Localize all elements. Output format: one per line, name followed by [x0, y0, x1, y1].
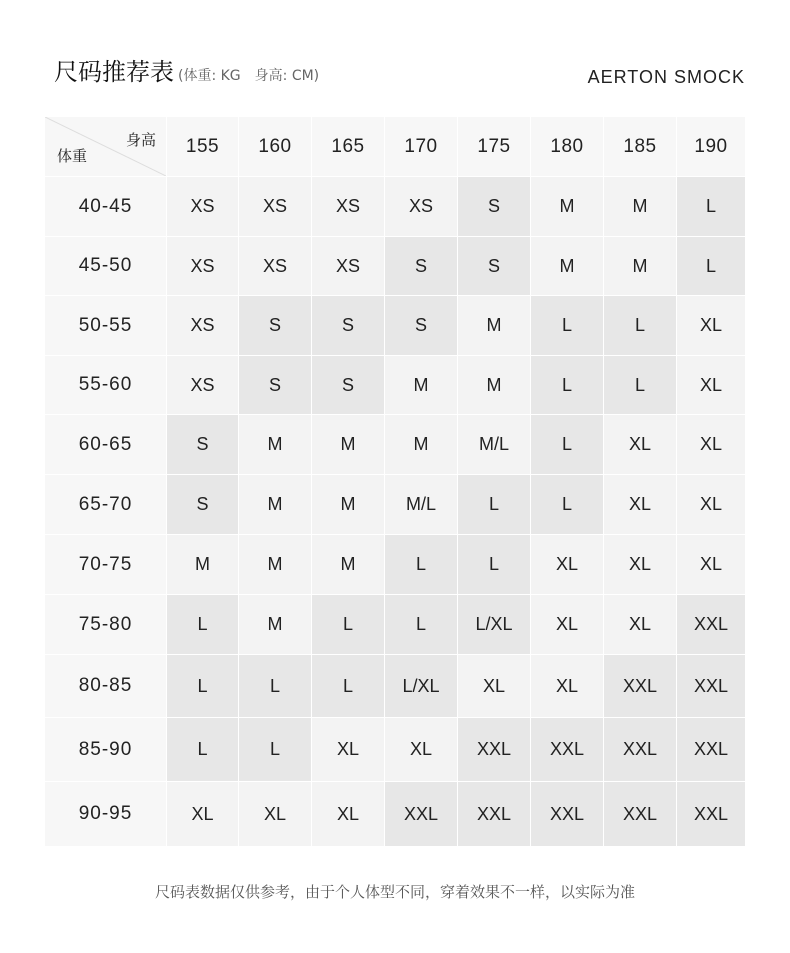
weight-header-cell: 75-80 [45, 595, 167, 655]
size-cell: M [312, 475, 385, 535]
size-cell: XL [677, 296, 746, 356]
weight-axis-label: 体重 [57, 147, 88, 165]
size-cell: L [312, 595, 385, 655]
size-cell: XL [531, 595, 604, 655]
size-cell: L [167, 718, 239, 782]
size-cell: L [239, 655, 312, 718]
size-cell: XXL [531, 718, 604, 782]
size-cell: M [385, 356, 458, 415]
size-cell: M [458, 296, 531, 356]
size-cell: L [167, 655, 239, 718]
size-cell: L [531, 475, 604, 535]
height-header-cell: 160 [239, 117, 312, 177]
size-cell: L [385, 535, 458, 595]
size-cell: S [239, 356, 312, 415]
size-cell: M [312, 535, 385, 595]
size-cell: S [385, 296, 458, 356]
size-cell: XS [312, 177, 385, 237]
table-row [45, 296, 746, 356]
size-cell: XL [677, 535, 746, 595]
table-row [45, 535, 746, 595]
size-cell: M/L [458, 415, 531, 475]
size-cell: XL [604, 475, 677, 535]
size-cell: XL [677, 475, 746, 535]
weight-header-cell: 40-45 [45, 177, 167, 237]
size-cell: M [531, 237, 604, 296]
size-cell: S [312, 296, 385, 356]
table-row [45, 177, 746, 237]
size-cell: XXL [458, 718, 531, 782]
title-main: 尺码推荐表 [54, 58, 174, 86]
table-row [45, 782, 746, 847]
size-cell: S [167, 415, 239, 475]
size-cell: XXL [604, 718, 677, 782]
height-header-cell: 180 [531, 117, 604, 177]
weight-header-cell: 90-95 [45, 782, 167, 847]
table-row [45, 237, 746, 296]
size-cell: M [167, 535, 239, 595]
size-cell: L [604, 296, 677, 356]
size-cell: XXL [385, 782, 458, 847]
size-cell: XXL [604, 655, 677, 718]
header-row [45, 117, 746, 177]
size-chart-table [44, 116, 746, 847]
size-cell: XL [531, 655, 604, 718]
size-cell: XS [167, 237, 239, 296]
table-row [45, 415, 746, 475]
weight-header-cell: 60-65 [45, 415, 167, 475]
size-cell: XS [167, 177, 239, 237]
height-header-cell: 185 [604, 117, 677, 177]
size-cell: XL [604, 415, 677, 475]
weight-header-cell: 55-60 [45, 356, 167, 415]
size-cell: S [385, 237, 458, 296]
size-cell: XXL [677, 595, 746, 655]
size-cell: M [239, 475, 312, 535]
size-cell: L [531, 356, 604, 415]
height-header-cell: 170 [385, 117, 458, 177]
size-cell: XL [531, 535, 604, 595]
size-cell: XS [239, 237, 312, 296]
table-row [45, 655, 746, 718]
size-cell: L [458, 535, 531, 595]
weight-header-cell: 80-85 [45, 655, 167, 718]
table-row [45, 475, 746, 535]
table-row [45, 718, 746, 782]
size-cell: XL [458, 655, 531, 718]
weight-header-cell: 50-55 [45, 296, 167, 356]
size-cell: L/XL [385, 655, 458, 718]
size-cell: L [604, 356, 677, 415]
footnote: 尺码表数据仅供参考，由于个人体型不同，穿着效果不一样，以实际为准 [154, 883, 635, 901]
size-cell: M [604, 177, 677, 237]
size-cell: XL [239, 782, 312, 847]
size-cell: L [531, 415, 604, 475]
brand-name: AERTON SMOCK [587, 67, 745, 87]
size-cell: M [239, 595, 312, 655]
size-cell: L [458, 475, 531, 535]
size-cell: XL [604, 595, 677, 655]
size-cell: L [167, 595, 239, 655]
size-cell: XL [604, 535, 677, 595]
height-header-cell: 155 [167, 117, 239, 177]
size-cell: XS [167, 296, 239, 356]
table-row [45, 356, 746, 415]
size-cell: L [677, 177, 746, 237]
size-cell: XL [312, 782, 385, 847]
size-cell: S [167, 475, 239, 535]
size-cell: M/L [385, 475, 458, 535]
size-cell: M [239, 535, 312, 595]
size-cell: XXL [531, 782, 604, 847]
weight-header-cell: 70-75 [45, 535, 167, 595]
size-cell: XL [677, 415, 746, 475]
size-cell: XL [312, 718, 385, 782]
size-cell: M [604, 237, 677, 296]
size-cell: M [239, 415, 312, 475]
height-header-cell: 175 [458, 117, 531, 177]
size-cell: XXL [604, 782, 677, 847]
table-row [45, 595, 746, 655]
size-cell: L [312, 655, 385, 718]
size-cell: XS [167, 356, 239, 415]
size-cell: M [531, 177, 604, 237]
page-title [54, 52, 319, 87]
size-cell: S [312, 356, 385, 415]
size-cell: XL [385, 718, 458, 782]
size-cell: XS [385, 177, 458, 237]
size-cell: XXL [677, 655, 746, 718]
height-header-cell: 190 [677, 117, 746, 177]
height-header-cell: 165 [312, 117, 385, 177]
weight-header-cell: 85-90 [45, 718, 167, 782]
size-cell: L [677, 237, 746, 296]
size-cell: XL [677, 356, 746, 415]
size-cell: S [458, 237, 531, 296]
size-cell: S [458, 177, 531, 237]
height-axis-label: 身高 [125, 131, 156, 149]
size-cell: XXL [677, 718, 746, 782]
corner-cell [45, 117, 167, 177]
size-cell: L [239, 718, 312, 782]
size-cell: XS [312, 237, 385, 296]
size-cell: M [458, 356, 531, 415]
title-units: (体重: KG 身高: CM) [178, 68, 320, 84]
size-cell: XXL [458, 782, 531, 847]
size-cell: L [385, 595, 458, 655]
size-cell: M [312, 415, 385, 475]
weight-header-cell: 45-50 [45, 237, 167, 296]
size-cell: L/XL [458, 595, 531, 655]
size-cell: L [531, 296, 604, 356]
size-cell: XL [167, 782, 239, 847]
size-cell: XS [239, 177, 312, 237]
size-cell: XXL [677, 782, 746, 847]
size-cell: S [239, 296, 312, 356]
weight-header-cell: 65-70 [45, 475, 167, 535]
size-cell: M [385, 415, 458, 475]
